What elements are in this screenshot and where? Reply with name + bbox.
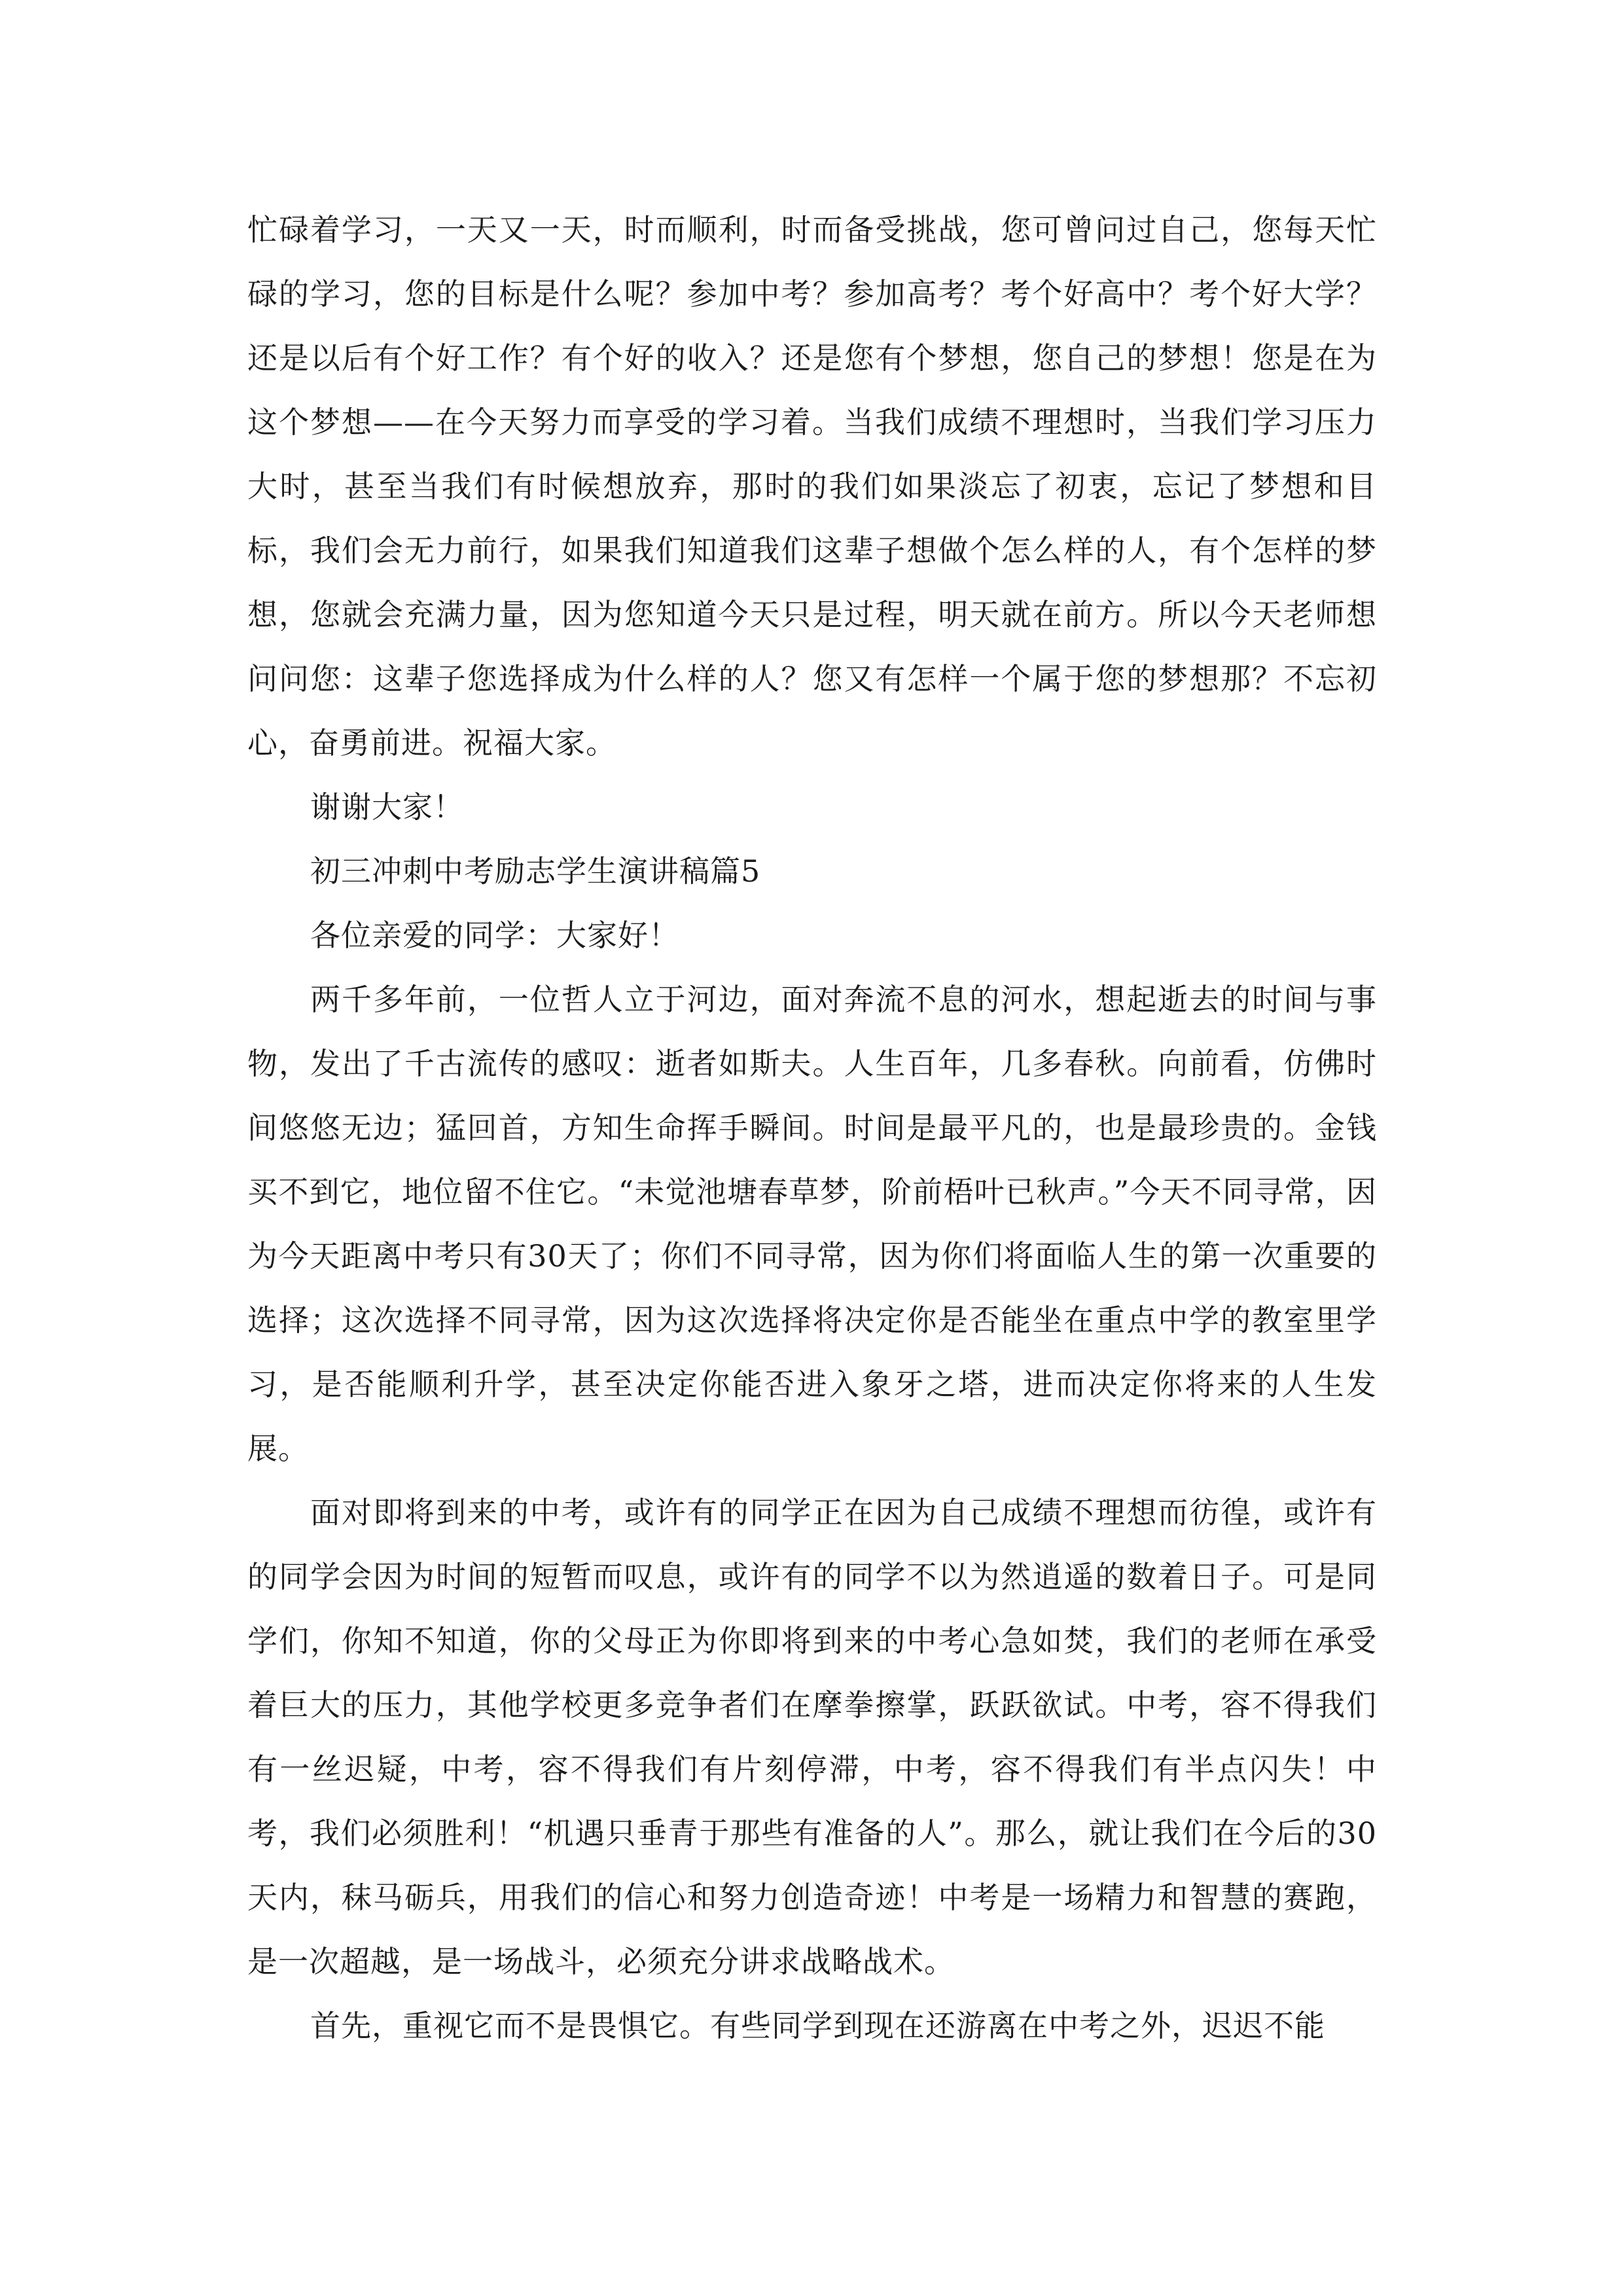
paragraph-6: 面对即将到来的中考，或许有的同学正在因为自己成绩不理想而彷徨，或许有的同学会因为时间的短暂而叹息，或许有的同学不以为然逍遥的数着日子。可是同学们，你知不知道，你的父母正为你即将到来的中考心急如焚，我们的老师在承受着巨大的压力，其他学校更多竞争者们在摩拳擦掌，跃跃欲试。中考，容不得我们有一丝迟疑，中考，容不得我们有片刻停滞，中考，容不得我们有半点闪失！中考，我们必须胜利！“机遇只垂青于那些有准备的人”。那么，就让我们在今后的30天内，秣马砺兵，用我们的信心和努力创造奇迹！中考是一场精力和智慧的赛跑，是一次超越，是一场战斗，必须充分讲求战略战术。 — [247, 1495, 1377, 1979]
section-heading: 初三冲刺中考励志学生演讲稿篇5 — [310, 853, 761, 889]
paragraph-5: 两千多年前，一位哲人立于河边，面对奔流不息的河水，想起逝去的时间与事物，发出了千古流传的感叹：逝者如斯夫。人生百年，几多春秋。向前看，仿佛时间悠悠无边；猛回首，方知生命挥手瞬间。时间是最平凡的，也是最珍贵的。金钱买不到它，地位留不住它。“未觉池塘春草梦，阶前梧叶已秋声。”今天不同寻常，因为今天距离中考只有30天了；你们不同寻常，因为你们将面临人生的第一次重要的选择；这次选择不同寻常，因为这次选择将决定你是否能坐在重点中学的教室里学习，是否能顺利升学，甚至决定你能否进入象牙之塔，进而决定你将来的人生发展。 — [247, 982, 1377, 1466]
document-body — [247, 198, 1377, 2058]
paragraph-2: 谢谢大家！ — [310, 789, 464, 825]
paragraph-7: 首先，重视它而不是畏惧它。有些同学到现在还游离在中考之外，迟迟不能 — [310, 2008, 1325, 2043]
paragraph-1: 忙碌着学习，一天又一天，时而顺利，时而备受挑战，您可曾问过自己，您每天忙碌的学习，您的目标是什么呢？参加中考？参加高考？考个好高中？考个好大学？还是以后有个好工作？有个好的收入？还是您有个梦想，您自己的梦想！您是在为这个梦想——在今天努力而享受的学习着。当我们成绩不理想时，当我们学习压力大时，甚至当我们有时候想放弃，那时的我们如果淡忘了初衷，忘记了梦想和目标，我们会无力前行，如果我们知道我们这辈子想做个怎么样的人，有个怎样的梦想，您就会充满力量，因为您知道今天只是过程，明天就在前方。所以今天老师想问问您：这辈子您选择成为什么样的人？您又有怎样一个属于您的梦想那？不忘初心，奋勇前进。祝福大家。 — [247, 212, 1377, 761]
greeting: 各位亲爱的同学：大家好！ — [310, 918, 679, 953]
